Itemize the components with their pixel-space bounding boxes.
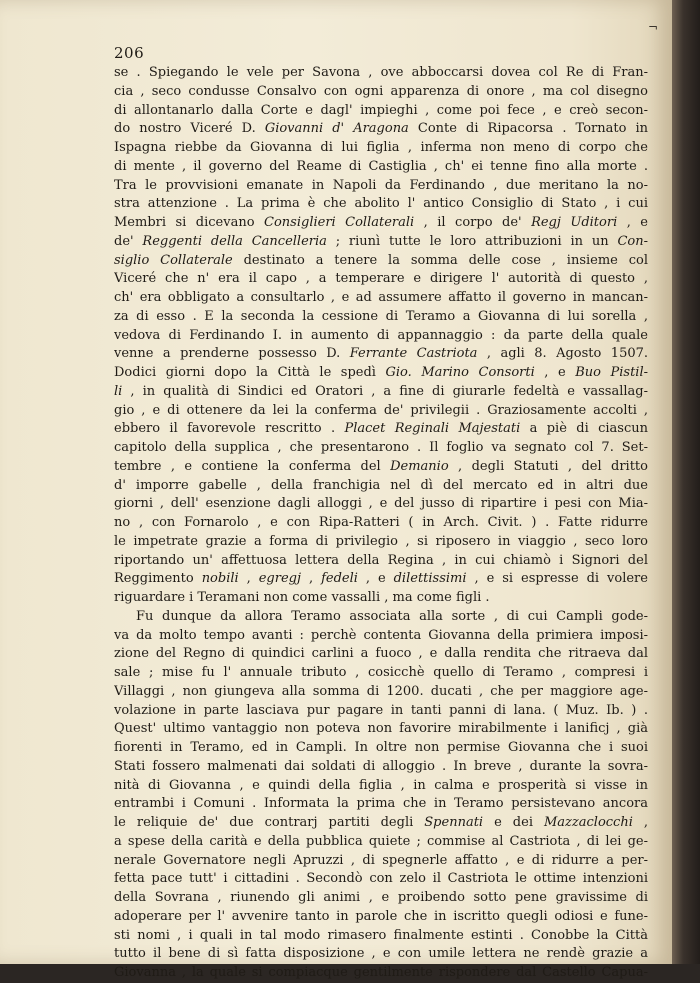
italic-text: Mazzaclocchi bbox=[544, 815, 633, 830]
italic-text: nobili bbox=[201, 571, 239, 587]
text-line bbox=[114, 177, 648, 196]
text-run: d' imporre gabelle , della franchigia nel dì del mercato ed in altri due bbox=[114, 477, 648, 493]
text-run: tembre , e contiene la conferma del bbox=[114, 458, 391, 474]
text-run: Fu dunque da allora Teramo associata alla sorte , di cui Campli gode- bbox=[136, 608, 648, 624]
text-run: destinato a tenere la somma delle cose , insieme col bbox=[232, 252, 648, 268]
text-line bbox=[114, 514, 648, 533]
text-line bbox=[114, 720, 648, 739]
text-line bbox=[114, 870, 648, 889]
text-run: Viceré che n' era il capo , a temperare e dirigere l' autorità di questo , bbox=[114, 271, 648, 287]
text-run: zione del Regno di quindici carlini a fuoco , e dalla rendita che ritraeva dal bbox=[114, 646, 648, 662]
text-run: Reggimento bbox=[114, 571, 202, 587]
text-line bbox=[114, 345, 648, 364]
text-line bbox=[114, 327, 648, 346]
text-line bbox=[114, 814, 648, 833]
text-run: Stati fossero malmenati dai soldati di alloggio . In breve , durante la sovra- bbox=[114, 758, 648, 774]
text-run: venne a prenderne possesso D. bbox=[114, 346, 350, 362]
text-line bbox=[114, 908, 648, 927]
body-text bbox=[114, 64, 648, 983]
text-run: , bbox=[238, 571, 259, 587]
italic-text: siglio Collaterale bbox=[114, 252, 233, 268]
text-run: do nostro Viceré D. bbox=[114, 121, 265, 137]
text-run: , e bbox=[617, 215, 648, 230]
text-line bbox=[114, 195, 648, 214]
text-run: nità di Giovanna , e quindi della figlia , in calma e prosperità si visse in bbox=[114, 777, 648, 793]
text-line bbox=[114, 420, 648, 439]
text-line bbox=[114, 795, 648, 814]
text-run: fetta pace tutt' i cittadini . Secondò con zelo il Castriota le ottime intenzioni bbox=[114, 871, 648, 887]
text-line bbox=[114, 102, 648, 121]
text-line bbox=[114, 308, 648, 327]
text-run: di mente , il governo del Reame di Castiglia , ch' ei tenne fino alla morte . bbox=[114, 158, 648, 174]
italic-text: Ferrante Castriota bbox=[349, 346, 478, 362]
italic-text: Spennati bbox=[424, 815, 484, 830]
text-line bbox=[114, 270, 648, 289]
text-run: , in qualità di Sindici ed Oratori , a fine di giurarle fedeltà e vassallag- bbox=[122, 383, 648, 399]
text-line bbox=[114, 833, 648, 852]
text-run: tutto il bene di sì fatta disposizione , e con umile lettera ne rendè grazie a bbox=[114, 946, 648, 962]
text-line bbox=[114, 120, 648, 139]
text-line bbox=[114, 570, 648, 589]
italic-text: Placet Reginali Majestati bbox=[344, 421, 521, 437]
text-run: gio , e di ottenere da lei la conferma de' privilegii . Graziosamente accolti , bbox=[114, 402, 648, 418]
italic-text: dilettissimi bbox=[393, 571, 467, 587]
text-line bbox=[114, 889, 648, 908]
text-run: , agli 8. Agosto 1507. bbox=[477, 346, 648, 362]
text-line bbox=[114, 964, 648, 983]
text-run: Villaggi , non giungeva alla somma di 1200. ducati , che per maggiore age- bbox=[114, 683, 648, 699]
text-line bbox=[114, 852, 648, 871]
text-run: riguardare i Teramani non come vassalli , ma come figli . bbox=[114, 590, 490, 605]
text-run: capitolo della supplica , che presentarono . Il foglio va segnato col 7. Set- bbox=[114, 440, 648, 455]
text-line bbox=[114, 739, 648, 758]
italic-text: Reggenti della Cancelleria bbox=[142, 233, 327, 249]
text-line bbox=[114, 664, 648, 683]
text-run: volazione in parte lasciava pur pagare in tanti panni di lana. ( Muz. Ib. ) . bbox=[114, 702, 648, 718]
text-run: Dodici giorni dopo la Città le spedì bbox=[114, 365, 386, 380]
text-run: Giovanna , la quale si compiacque gentilmente rispondere dal Castello Capua- bbox=[114, 965, 648, 980]
text-run: no , con Fornarolo , e con Ripa-Ratteri ( in Arch. Civit. ) . Fatte ridurre bbox=[114, 515, 648, 530]
text-run: sti nomi , i quali in tal modo rimasero finalmente estinti . Conobbe la Città bbox=[114, 927, 648, 943]
text-line bbox=[114, 64, 648, 83]
text-run: le reliquie de' due contrarj partiti degli bbox=[114, 815, 425, 830]
italic-text: Con- bbox=[617, 233, 648, 249]
text-run: , e bbox=[357, 571, 394, 587]
text-run: a spese della carità e della pubblica quiete ; commise al Castriota , di lei ge- bbox=[114, 833, 648, 849]
text-line bbox=[114, 364, 648, 383]
text-run: Ispagna riebbe da Giovanna di lui figlia , inferma non meno di corpo che bbox=[114, 140, 648, 155]
text-line bbox=[114, 552, 648, 571]
text-run: ebbero il favorevole rescritto . bbox=[114, 421, 345, 437]
text-line bbox=[114, 439, 648, 458]
italic-text: egregj bbox=[258, 571, 302, 587]
text-line bbox=[114, 402, 648, 421]
text-line bbox=[114, 158, 648, 177]
text-run: Conte di Ripacorsa . Tornato in bbox=[408, 121, 648, 137]
text-line bbox=[114, 477, 648, 496]
text-line bbox=[114, 495, 648, 514]
text-run: , il corpo de' bbox=[414, 215, 532, 230]
text-run: , bbox=[301, 571, 322, 587]
text-line bbox=[114, 83, 648, 102]
text-line bbox=[114, 945, 648, 964]
italic-text: Regj Uditori bbox=[531, 215, 618, 230]
text-line bbox=[114, 777, 648, 796]
text-line bbox=[114, 645, 648, 664]
corner-mark: ¬ bbox=[648, 20, 659, 34]
text-line bbox=[114, 683, 648, 702]
text-line bbox=[114, 214, 648, 233]
text-line bbox=[114, 139, 648, 158]
text-run: stra attenzione . La prima è che abolito l' antico Consiglio di Stato , i cui bbox=[114, 196, 648, 212]
text-run: Membri si dicevano bbox=[114, 215, 265, 230]
text-run: riportando un' affettuosa lettera della Regina , in cui chiamò i Signori del bbox=[114, 552, 648, 568]
text-run: Tra le provvisioni emanate in Napoli da Ferdinando , due meritano la no- bbox=[114, 177, 648, 193]
text-line bbox=[114, 289, 648, 308]
text-line bbox=[114, 627, 648, 646]
text-run: , degli Statuti , del dritto bbox=[448, 458, 648, 474]
italic-text: li bbox=[114, 383, 123, 399]
text-run: vedova di Ferdinando I. in aumento di appannaggio : da parte della quale bbox=[114, 327, 648, 343]
text-run: e dei bbox=[483, 815, 544, 830]
text-run: Quest' ultimo vantaggio non poteva non favorire mirabilmente i lanificj , già bbox=[114, 721, 648, 737]
text-line bbox=[114, 233, 648, 252]
text-run: va da molto tempo avanti : perchè contenta Giovanna della primiera imposi- bbox=[114, 627, 648, 643]
text-run: ; riunì tutte le loro attribuzioni in un bbox=[326, 233, 618, 249]
text-run: ch' era obbligato a consultarlo , e ad assumere affatto il governo in mancan- bbox=[114, 290, 648, 305]
text-run: fiorenti in Teramo, ed in Campli. In oltre non permise Giovanna che i suoi bbox=[114, 740, 648, 755]
italic-text: fedeli bbox=[321, 571, 358, 587]
text-line bbox=[114, 589, 648, 608]
text-run: de' bbox=[114, 233, 143, 249]
text-line bbox=[114, 758, 648, 777]
italic-text: Giovanni d' Aragona bbox=[264, 121, 409, 137]
text-run: nerale Governatore negli Apruzzi , di spegnerle affatto , e di ridurre a per- bbox=[114, 852, 648, 868]
page-edge bbox=[672, 0, 700, 964]
text-line bbox=[114, 383, 648, 402]
text-run: se . Spiegando le vele per Savona , ove abboccarsi dovea col Re di Fran- bbox=[114, 65, 648, 80]
text-run: a piè di ciascun bbox=[520, 421, 648, 437]
page-number: 206 bbox=[114, 44, 145, 62]
text-run: della Sovrana , riunendo gli animi , e proibendo sotto pene gravissime di bbox=[114, 890, 648, 905]
text-run: cia , seco condusse Consalvo con ogni apparenza di onore , ma col disegno bbox=[114, 83, 648, 99]
text-run: giorni , dell' esenzione dagli alloggi , e del jusso di ripartire i pesi con Mia- bbox=[114, 496, 648, 512]
text-run: le impetrate grazie a forma di privilegio , si riposero in viaggio , seco loro bbox=[114, 533, 648, 549]
text-run: , e bbox=[534, 365, 576, 380]
italic-text: Demanio bbox=[390, 458, 449, 474]
text-run: sale ; mise fu l' annuale tributo , cosicchè quello di Teramo , compresi i bbox=[114, 665, 648, 680]
italic-text: Gio. Marino Consorti bbox=[385, 365, 535, 380]
text-line bbox=[114, 533, 648, 552]
text-run: entrambi i Comuni . Informata la prima che in Teramo persistevano ancora bbox=[114, 796, 648, 812]
text-line bbox=[114, 608, 648, 627]
text-run: , bbox=[632, 815, 648, 830]
text-line bbox=[114, 702, 648, 721]
text-run: adoperare per l' avvenire tanto in parole che in iscritto quegli odiosi e fune- bbox=[114, 908, 648, 924]
text-run: , e si espresse di volere bbox=[466, 571, 648, 587]
text-run: za di esso . E la seconda la cessione di Teramo a Giovanna di lui sorella , bbox=[114, 308, 648, 324]
italic-text: Buo Pistil- bbox=[575, 365, 648, 380]
text-line bbox=[114, 927, 648, 946]
text-run: di allontanarlo dalla Corte e dagl' impieghi , come poi fece , e creò secon- bbox=[114, 102, 648, 118]
italic-text: Consiglieri Collaterali bbox=[264, 215, 415, 230]
text-line bbox=[114, 252, 648, 271]
text-line bbox=[114, 458, 648, 477]
